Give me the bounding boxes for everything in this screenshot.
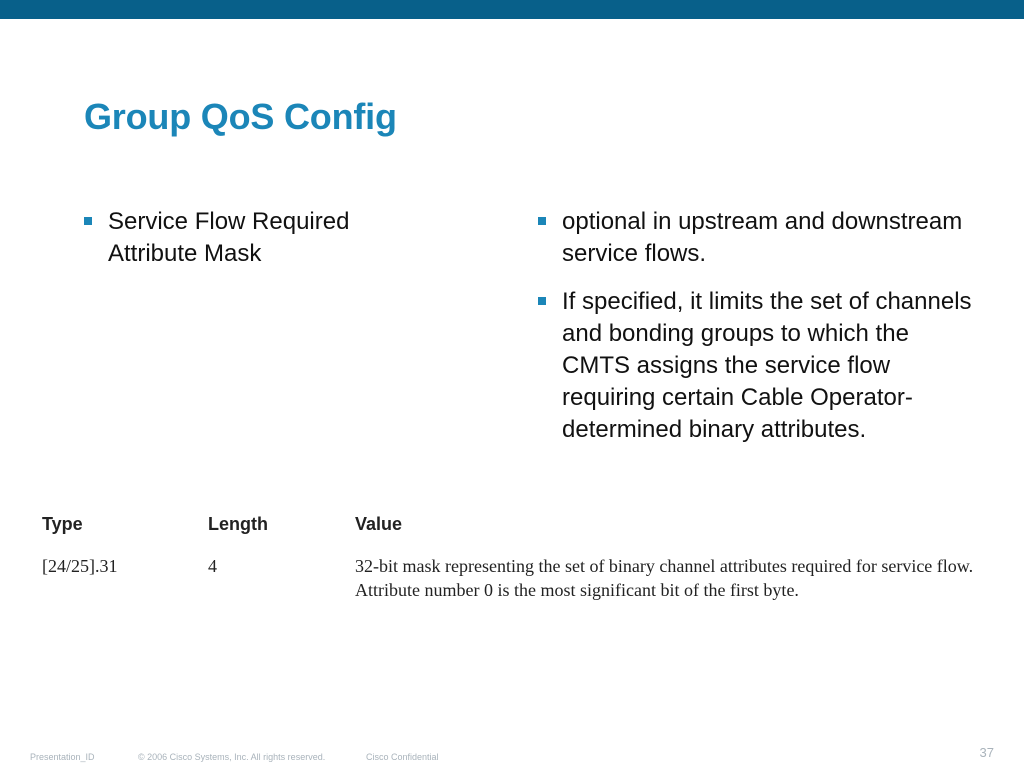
top-banner [0,0,1024,19]
bullet-item [538,206,978,270]
table-cell-value: 32-bit mask representing the set of binary channel attributes required for service flow. Attribute number 0 is the most significant bit of the first byte. [355,556,974,600]
square-bullet-icon [84,217,92,225]
bullet-text: optional in upstream and downstream service flows. [562,208,963,267]
footer-copyright: © 2006 Cisco Systems, Inc. All rights reserved. [138,752,326,762]
table-header-type: Type [42,514,83,534]
table-header-length: Length [208,514,268,534]
page-number: 37 [979,745,994,760]
table-cell-type: [24/25].31 [42,556,118,576]
bullet-text: If specified, it limits the set of channels and bonding groups to which the CMTS assigns the service flow requiring certain Cable Operator-determined binary attributes. [562,288,972,443]
square-bullet-icon [538,217,546,225]
left-bullet-list [84,206,444,286]
bullet-item [538,286,978,446]
table-header-value: Value [355,514,403,534]
bullet-text: Service Flow Required Attribute Mask [108,208,350,267]
table-cell-length: 4 [208,556,217,576]
right-bullet-list [538,206,978,462]
footer-confidential: Cisco Confidential [366,752,439,762]
square-bullet-icon [538,297,546,305]
footer-presentation-id: Presentation_ID [30,752,95,762]
bullet-item [84,206,444,270]
slide-title: Group QoS Config [84,96,397,137]
